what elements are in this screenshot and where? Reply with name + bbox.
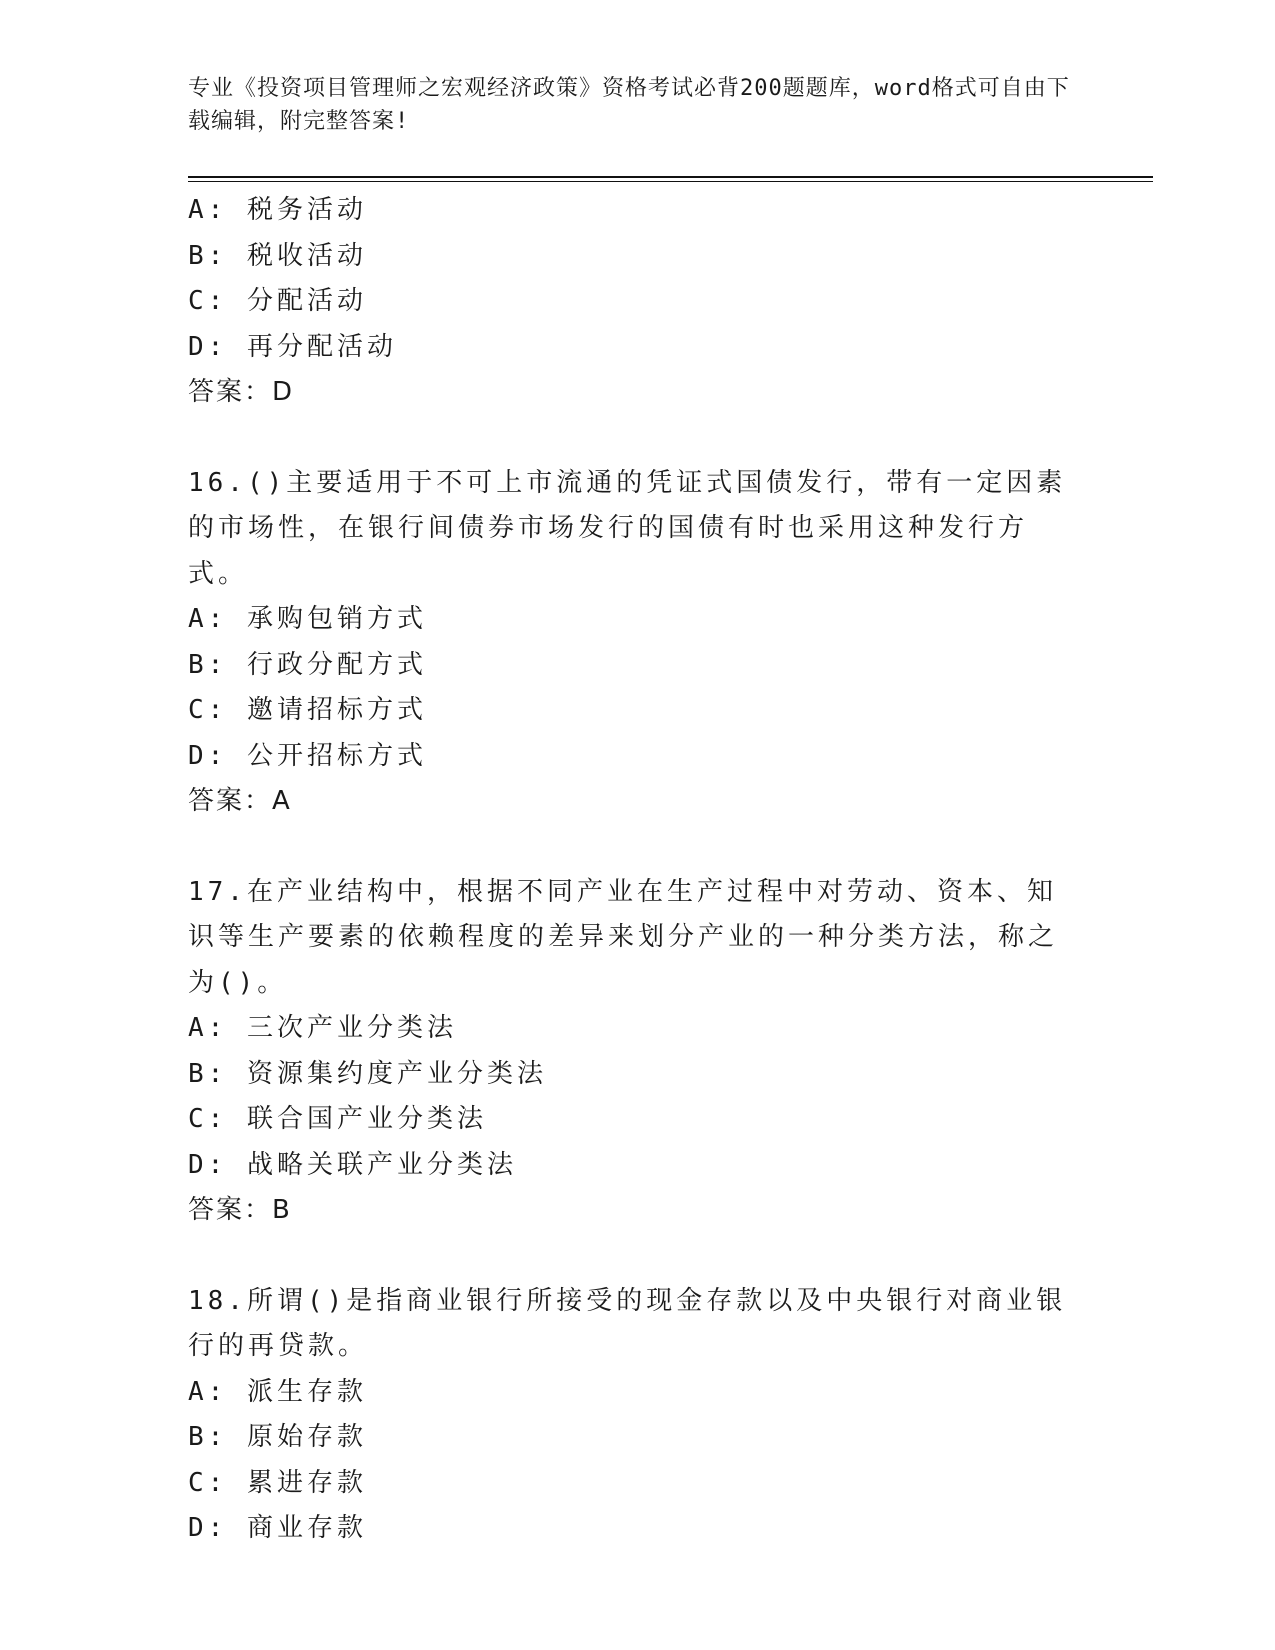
option-d: D: 商业存款	[188, 1513, 367, 1543]
option-b: B: 原始存款	[188, 1422, 367, 1452]
option-b: B: 税收活动	[188, 240, 367, 271]
option-d: D: 公开招标方式	[188, 740, 427, 771]
option-c: C: 联合国产业分类法	[188, 1104, 487, 1134]
answer-line: 答案：A	[188, 786, 292, 816]
option-a: A: 三次产业分类法	[188, 1013, 457, 1043]
spacer	[188, 1234, 1088, 1279]
option-b: B: 行政分配方式	[188, 649, 427, 680]
spacer	[188, 416, 1088, 461]
header-divider-thick	[188, 176, 1153, 178]
answer-line: 答案：D	[188, 377, 295, 407]
question-18	[188, 1279, 1088, 1552]
option-d: D: 战略关联产业分类法	[188, 1149, 517, 1180]
question-stem: 17.在产业结构中，根据不同产业在生产过程中对劳动、资本、知识等生产要素的依赖程度的差异来划分产业的一种分类方法，称之为()。	[188, 876, 1059, 998]
option-a: A: 承购包销方式	[188, 604, 427, 634]
option-c: C: 分配活动	[188, 286, 367, 316]
spacer	[188, 825, 1088, 870]
question-17	[188, 870, 1088, 1234]
option-b: B: 资源集约度产业分类法	[188, 1058, 547, 1089]
question-16	[188, 461, 1088, 825]
question-stem: 18.所谓()是指商业银行所接受的现金存款以及中央银行对商业银行的再贷款。	[188, 1285, 1067, 1361]
option-c: C: 累进存款	[188, 1467, 367, 1498]
answer-line: 答案：B	[188, 1195, 292, 1225]
option-d: D: 再分配活动	[188, 331, 397, 362]
document-header: 专业《投资项目管理师之宏观经济政策》资格考试必背200题题库，word格式可自由下载编辑，附完整答案!	[188, 76, 1070, 134]
header-divider-thin	[188, 181, 1153, 182]
question-stem: 16.()主要适用于不可上市流通的凭证式国债发行，带有一定因素的市场性，在银行间债券市场发行的国债有时也采用这种发行方式。	[188, 467, 1067, 589]
option-a: A: 派生存款	[188, 1376, 367, 1407]
option-c: C: 邀请招标方式	[188, 695, 427, 725]
question-15	[188, 188, 1088, 416]
question-list	[188, 188, 1088, 1552]
option-a: A: 税务活动	[188, 195, 367, 225]
